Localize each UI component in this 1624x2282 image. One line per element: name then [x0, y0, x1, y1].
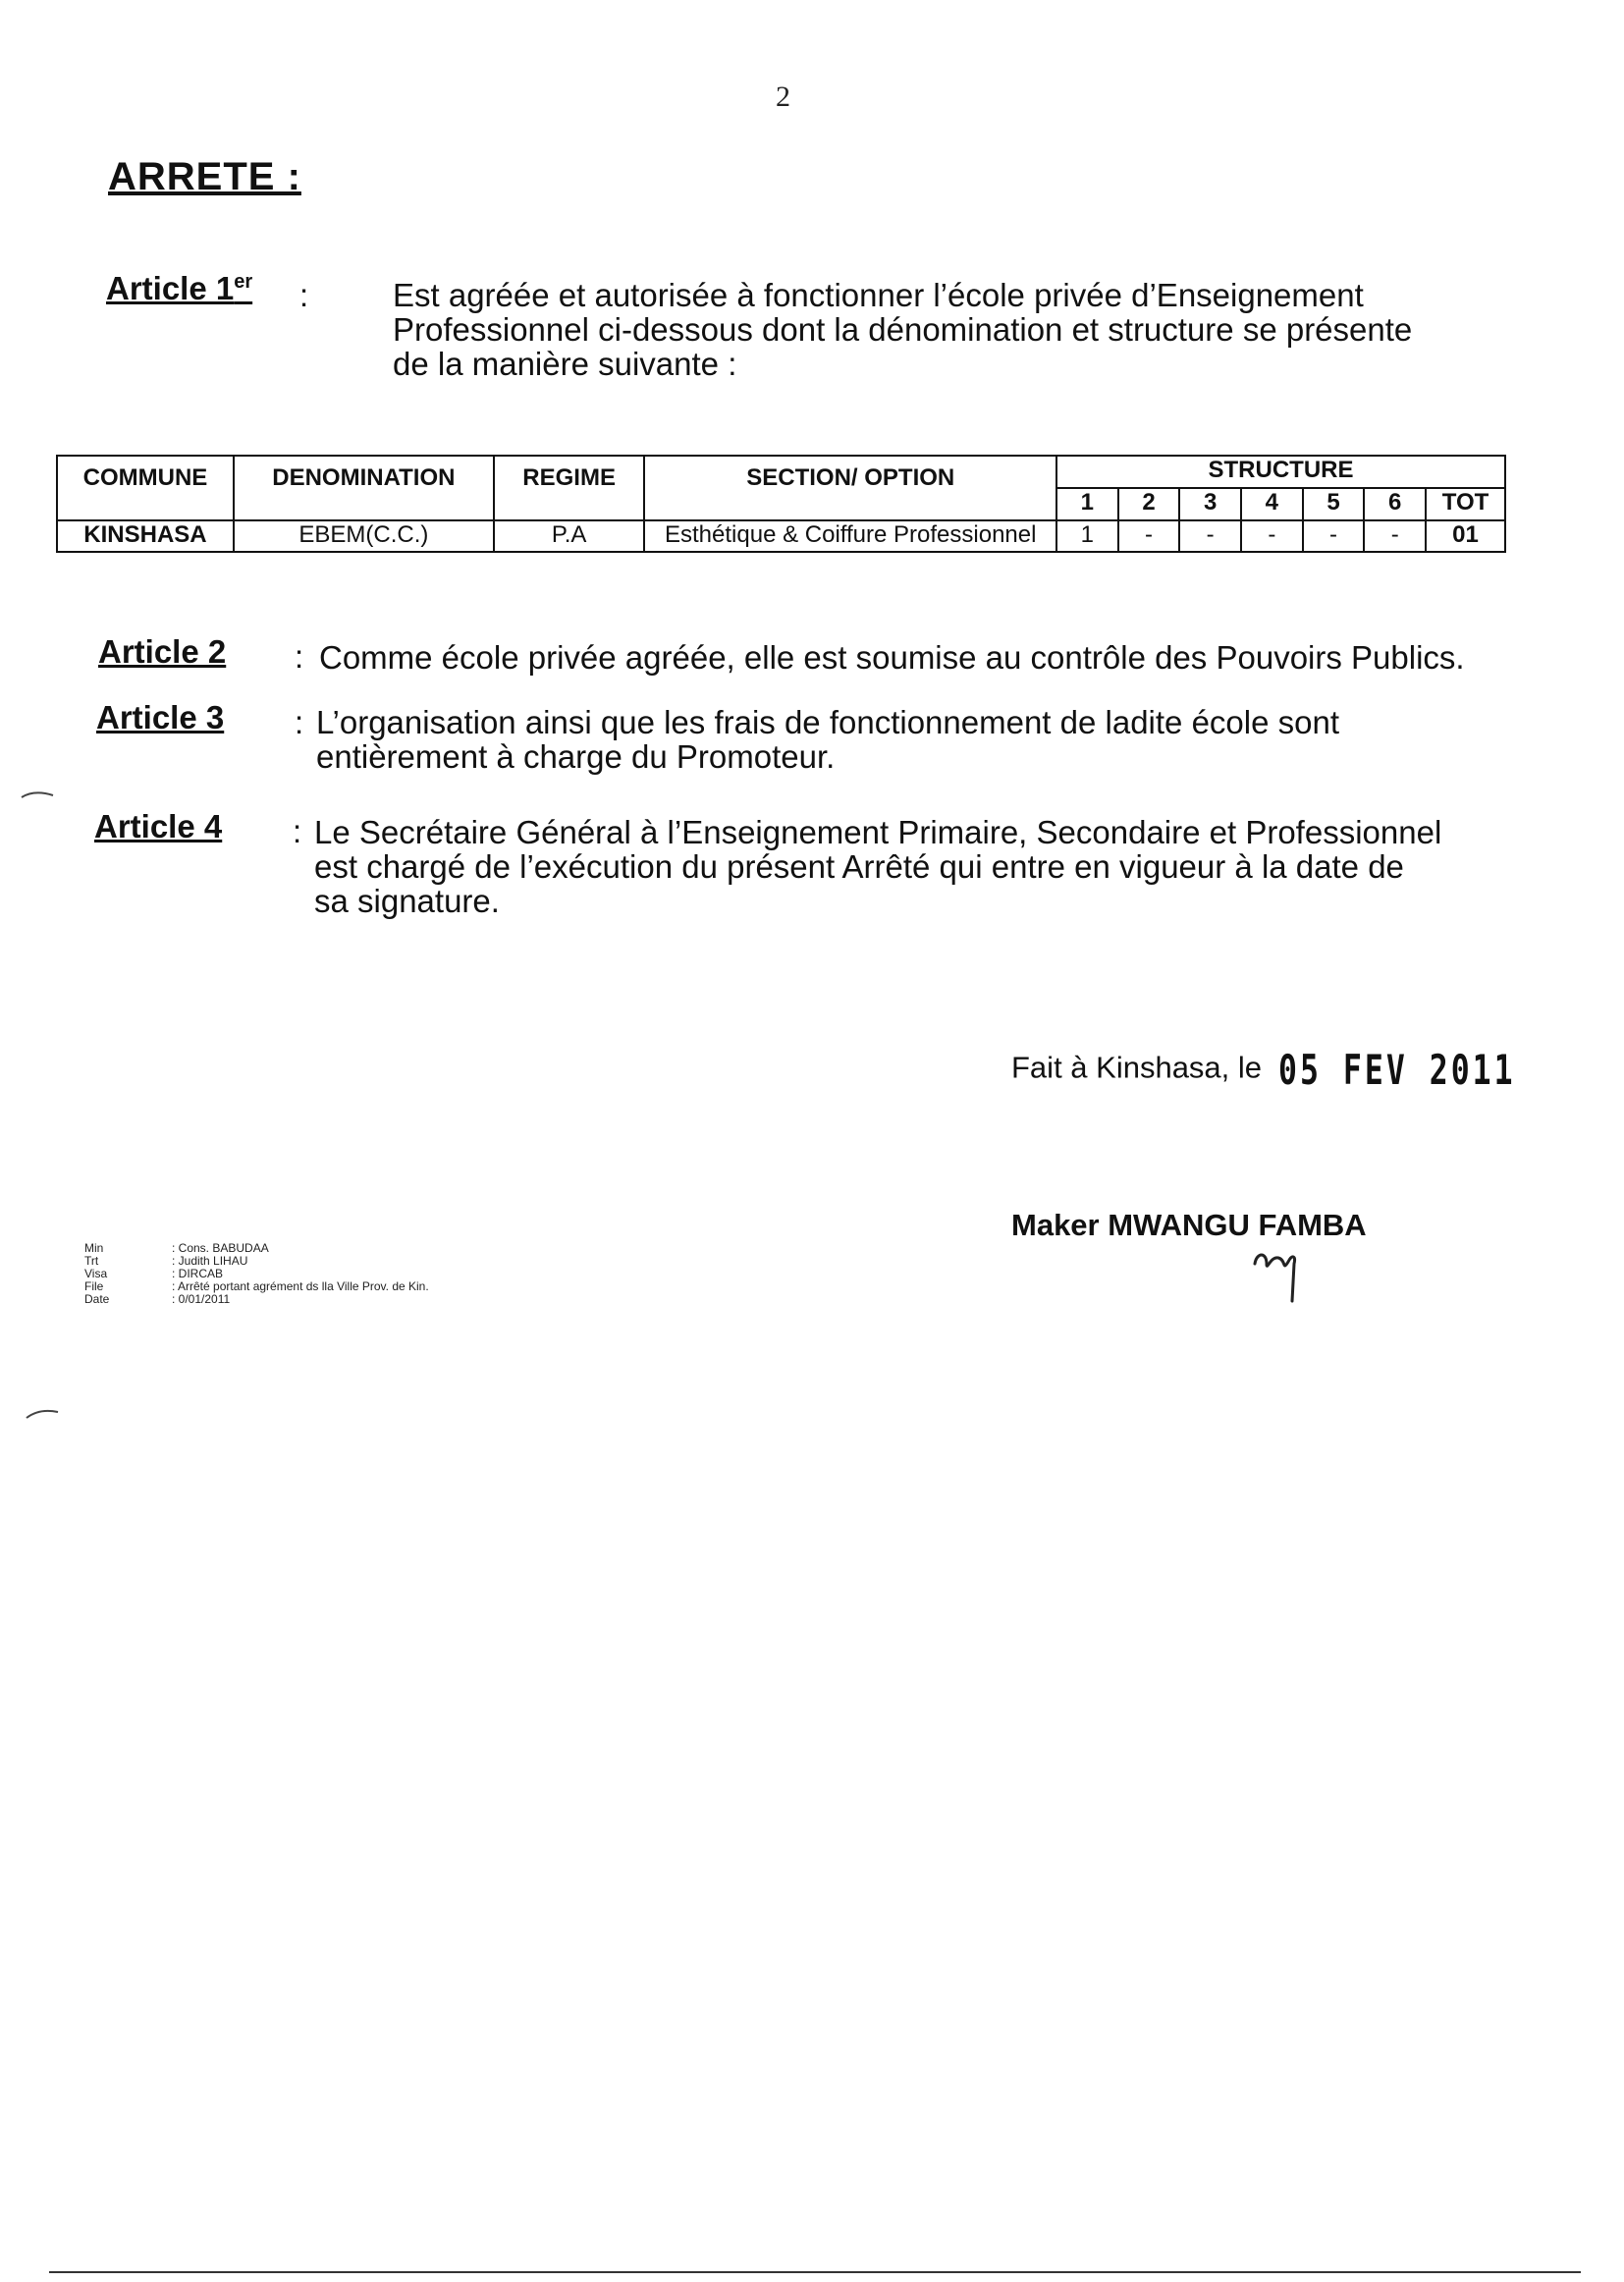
metadata-label: Min	[84, 1241, 104, 1255]
article-4-line: sa signature.	[314, 883, 500, 919]
header-col: 5	[1303, 488, 1365, 520]
metadata-values	[172, 1242, 429, 1306]
article-1-text	[393, 278, 1412, 381]
place-date-text: Fait à Kinshasa, le	[1011, 1050, 1263, 1085]
cell-col-total: 01	[1426, 520, 1505, 552]
cell-col: -	[1118, 520, 1180, 552]
article-4-text	[314, 815, 1441, 918]
header-section-option: SECTION/ OPTION	[644, 456, 1056, 520]
handwritten-signature	[1247, 1242, 1316, 1311]
scan-mark	[25, 1404, 64, 1424]
cell-col: -	[1179, 520, 1241, 552]
school-structure-table	[56, 455, 1506, 553]
header-col: 3	[1179, 488, 1241, 520]
metadata-label: Date	[84, 1292, 110, 1306]
decree-heading: ARRETE :	[108, 155, 301, 198]
article-1-line: Est agréée et autorisée à fonctionner l’école privée d’Enseignement	[393, 277, 1364, 313]
cell-regime: P.A	[494, 520, 645, 552]
article-2-line: Comme école privée agréée, elle est soumise au contrôle des Pouvoirs Publics.	[319, 639, 1465, 676]
header-col: 2	[1118, 488, 1180, 520]
table-row	[57, 520, 1505, 552]
metadata-label: Visa	[84, 1267, 108, 1280]
header-col: 1	[1056, 488, 1118, 520]
table-header-row	[57, 456, 1505, 488]
metadata-labels	[84, 1242, 109, 1306]
article-3-text	[316, 705, 1339, 774]
article-1-label-text: Article 1	[106, 270, 235, 306]
article-3-line: L’organisation ainsi que les frais de fonctionnement de ladite école sont	[316, 704, 1340, 740]
article-2-label: Article 2	[98, 633, 227, 670]
metadata-value: : Judith LIHAU	[172, 1254, 248, 1268]
article-4-line: est chargé de l’exécution du présent Arrêté qui entre en vigueur à la date de	[314, 848, 1404, 885]
cell-section-option: Esthétique & Coiffure Professionnel	[644, 520, 1056, 552]
article-1-colon: :	[299, 277, 309, 313]
article-2-text	[319, 640, 1465, 675]
article-3-colon: :	[295, 704, 304, 740]
page-bottom-edge	[49, 2271, 1581, 2273]
article-3-line: entièrement à charge du Promoteur.	[316, 738, 836, 775]
article-3-label: Article 3	[96, 699, 225, 735]
article-1-line: de la manière suivante :	[393, 346, 737, 382]
cell-col: -	[1364, 520, 1426, 552]
scan-mark	[20, 786, 59, 805]
article-4-colon: :	[293, 813, 302, 849]
cell-commune: KINSHASA	[57, 520, 234, 552]
header-denomination: DENOMINATION	[234, 456, 494, 520]
header-regime: REGIME	[494, 456, 645, 520]
article-4-label: Article 4	[94, 808, 223, 844]
article-1-label-superscript: er	[234, 271, 253, 293]
metadata-label: Trt	[84, 1254, 99, 1268]
header-col: 6	[1364, 488, 1426, 520]
metadata-value: : Arrêté portant agrément ds lla Ville Prov. de Kin.	[172, 1279, 429, 1293]
metadata-value: : DIRCAB	[172, 1267, 224, 1280]
header-structure: STRUCTURE	[1056, 456, 1505, 488]
cell-col: -	[1241, 520, 1303, 552]
cell-denomination: EBEM(C.C.)	[234, 520, 494, 552]
date-stamp: 05 FEV 2011	[1277, 1046, 1516, 1094]
header-commune: COMMUNE	[57, 456, 234, 520]
article-1-label	[106, 270, 252, 307]
cell-col: -	[1303, 520, 1365, 552]
article-4-line: Le Secrétaire Général à l’Enseignement Primaire, Secondaire et Professionnel	[314, 814, 1442, 850]
signatory-name: Maker MWANGU FAMBA	[1011, 1208, 1367, 1242]
place-date	[1011, 1046, 1595, 1094]
metadata-value: : 0/01/2011	[172, 1292, 231, 1306]
header-col-total: TOT	[1426, 488, 1505, 520]
metadata-label: File	[84, 1279, 104, 1293]
cell-col: 1	[1056, 520, 1118, 552]
page-number: 2	[776, 81, 790, 113]
article-1-line: Professionnel ci-dessous dont la dénomination et structure se présente	[393, 311, 1413, 348]
article-2-colon: :	[295, 638, 304, 675]
header-col: 4	[1241, 488, 1303, 520]
metadata-value: : Cons. BABUDAA	[172, 1241, 269, 1255]
